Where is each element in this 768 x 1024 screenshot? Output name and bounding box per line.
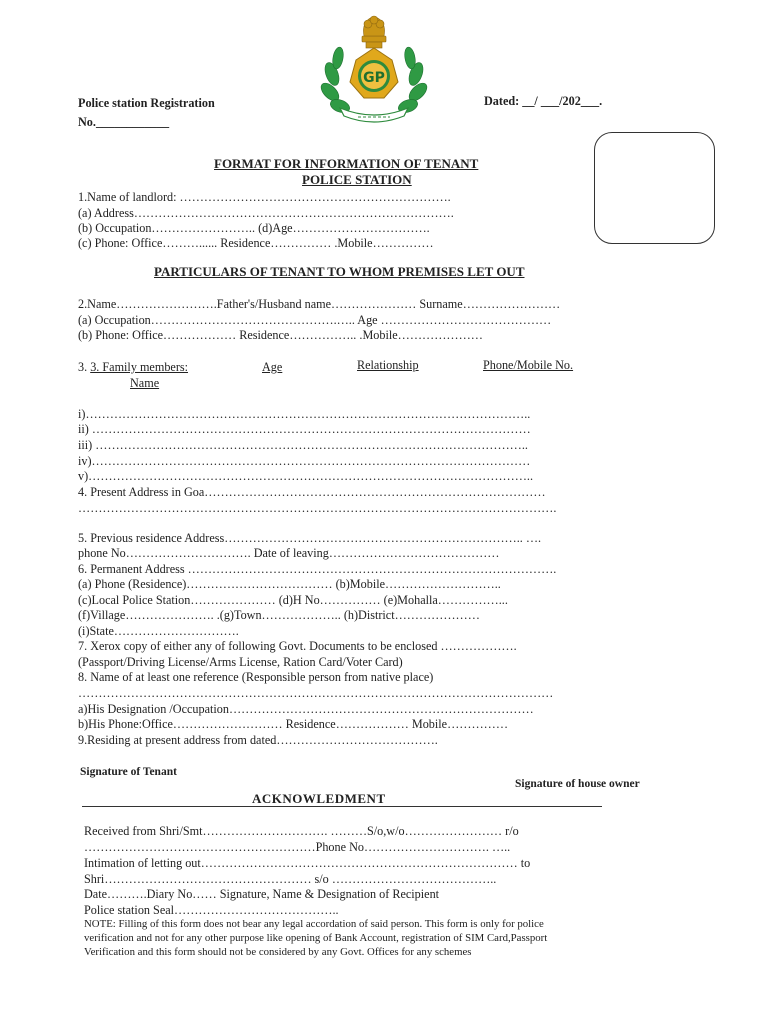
family-row-1[interactable]: i)……………………………………………………………………………………………….. (78, 407, 531, 421)
family-row-2[interactable]: ii) ……………………………………………………………………………………………… (78, 422, 531, 436)
tenant-signature-label: Signature of Tenant (80, 766, 177, 778)
reference-phone-field[interactable]: b)His Phone:Office……………………… Residence……………… Mobile…………… (78, 717, 509, 731)
village-town-district-field[interactable]: (f)Village…………………. .(g)Town……………….. (h)District………………… (78, 608, 480, 622)
documents-field[interactable]: 7. Xerox copy of either any of following Govt. Documents to be enclosed ………………. (78, 639, 517, 653)
family-members-label: 3. 3. Family members: (78, 360, 189, 374)
landlord-phone-field[interactable]: (c) Phone: Office………...... Residence…………… .Mobile…………… (78, 236, 434, 250)
family-members-text: 3. Family members: (90, 360, 189, 374)
registration-number-field[interactable]: No.____________ (78, 115, 170, 129)
documents-list: (Passport/Driving License/Arms License, Ration Card/Voter Card) (78, 655, 403, 669)
police-station-registration-label: Police station Registration (78, 96, 215, 110)
family-relationship-column: Relationship (357, 358, 419, 372)
form-title: FORMAT FOR INFORMATION OF TENANT (214, 156, 479, 171)
permanent-phone-field[interactable]: (a) Phone (Residence)……………………………… (b)Mobile……………………….. (78, 577, 501, 591)
note-line-3: Verification and this form should not be considered by any Govt. Offices for any schemes (84, 946, 472, 958)
family-name-column: Name (130, 376, 160, 390)
permanent-address-field[interactable]: 6. Permanent Address ………………………………………………………………………………. (78, 562, 557, 576)
landlord-name-field[interactable]: 1.Name of landlord: …………………………………………………………. (78, 190, 451, 204)
present-address-field[interactable]: 4. Present Address in Goa………………………………………………………………………… (78, 485, 546, 499)
shri-field[interactable]: Shri…………………………………………… s/o ………………………………….. (84, 872, 497, 886)
previous-address-field[interactable]: 5. Previous residence Address……………………………………………………………….. …. (78, 531, 542, 545)
intimation-field[interactable]: Intimation of letting out…………………………………………………………………… to (84, 856, 531, 870)
acknowledgment-heading: ACKNOWLEDMENT (252, 791, 386, 806)
previous-phone-field[interactable]: phone No…………………………. Date of leaving…………………………………… (78, 546, 500, 560)
family-age-column: Age (262, 360, 283, 374)
reference-designation-field[interactable]: a)His Designation /Occupation………………………………………………………………… (78, 702, 534, 716)
received-from-field[interactable]: Received from Shri/Smt…………………………. ………S/o,w/o…………………… r/o (84, 824, 519, 838)
state-field[interactable]: (i)State…………………………. (78, 624, 239, 638)
tenant-occupation-field[interactable]: (a) Occupation……………………………………….….. Age …………………………………… (78, 313, 552, 327)
family-row-3[interactable]: iii) …………………………………………………………………………………………….. (78, 438, 528, 452)
family-phone-column: Phone/Mobile No. (483, 358, 574, 372)
residing-from-field[interactable]: 9.Residing at present address from dated…………………………………. (78, 733, 438, 747)
reference-name-field[interactable]: ……………………………………………………………………………………………………… (78, 686, 554, 700)
photo-box (594, 132, 715, 244)
ack-phone-field[interactable]: …………………………………………………Phone No…………………………. ….. (84, 840, 511, 854)
form-subtitle: POLICE STATION (302, 172, 412, 187)
police-station-field[interactable]: (c)Local Police Station………………… (d)H No…………… (e)Mohalla……………... (78, 593, 508, 607)
family-row-4[interactable]: iv)……………………………………………………………………………………………… (78, 454, 531, 468)
owner-signature-label: Signature of house owner (515, 778, 640, 790)
date-diary-field[interactable]: Date……….Diary No…… Signature, Name & Designation of Recipient (84, 887, 440, 901)
emblem-initials: GP (363, 70, 385, 86)
tenant-section-heading: PARTICULARS OF TENANT TO WHOM PREMISES LET OUT (154, 264, 525, 279)
landlord-occupation-field[interactable]: (b) Occupation…………………….. (d)Age……………………………. (78, 221, 430, 235)
note-line-2: verification and not for any other purpose like opening of Bank Account, registration of SIM Card,Passport (84, 932, 548, 944)
landlord-address-field[interactable]: (a) Address……………………………………………………………………. (78, 206, 454, 220)
tenant-name-field[interactable]: 2.Name…………………….Father's/Husband name………………… Surname…………………… (78, 297, 561, 311)
dated-field[interactable]: Dated: __/ ___/202___. (484, 94, 603, 108)
police-seal-field[interactable]: Police station Seal………………………………….. (84, 903, 339, 917)
reference-label: 8. Name of at least one reference (Responsible person from native place) (78, 670, 434, 684)
family-row-5[interactable]: v)……………………………………………………………………………………………….. (78, 469, 533, 483)
police-emblem-logo (318, 12, 430, 124)
acknowledgment-divider (82, 806, 602, 807)
note-line-1: NOTE: Filling of this form does not bear any legal accordation of said person. This form is only for police (84, 918, 544, 930)
present-address-line2[interactable]: ………………………………………………………………………………………………………. (78, 501, 557, 515)
tenant-phone-field[interactable]: (b) Phone: Office……………… Residence…………….. .Mobile………………… (78, 328, 483, 342)
